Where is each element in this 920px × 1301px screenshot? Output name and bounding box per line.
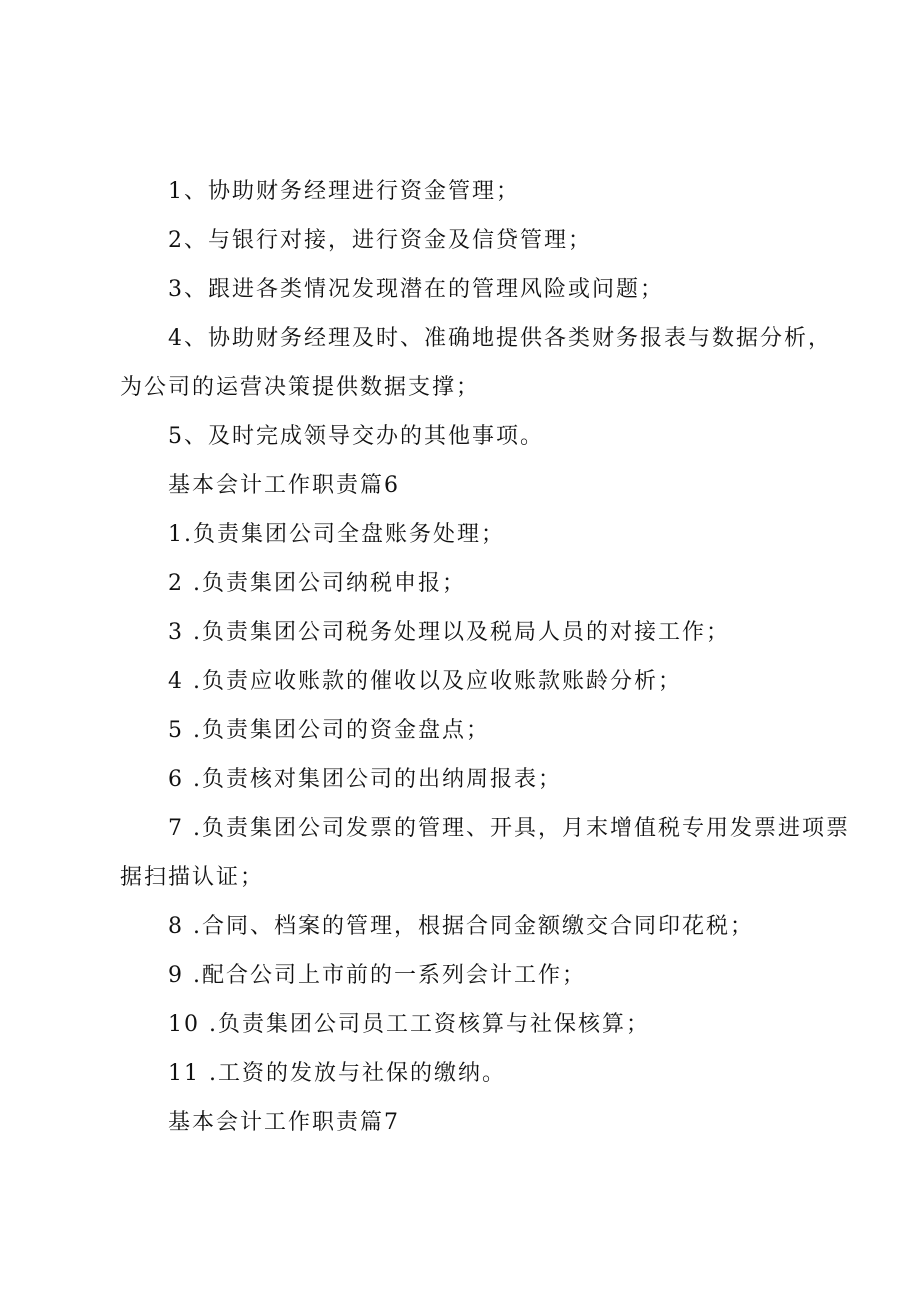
list-item-continuation: 为公司的运营决策提供数据支撑；: [120, 375, 481, 400]
list-item: 5、及时完成领导交办的其他事项。: [168, 424, 544, 449]
list-item: 9 .配合公司上市前的一系列会计工作；: [168, 963, 586, 988]
list-item: 3 .负责集团公司税务处理以及税局人员的对接工作；: [168, 620, 730, 645]
list-item: 6 .负责核对集团公司的出纳周报表；: [168, 767, 562, 792]
list-item: 4、协助财务经理及时、准确地提供各类财务报表与数据分析，: [168, 326, 832, 351]
list-item-continuation: 据扫描认证；: [120, 865, 265, 890]
list-item: 4 .负责应收账款的催收以及应收账款账龄分析；: [168, 669, 682, 694]
list-item: 7 .负责集团公司发票的管理、开具，月末增值税专用发票进项票: [168, 816, 850, 841]
list-item: 1.负责集团公司全盘账务处理；: [168, 522, 505, 547]
list-item: 8 .合同、档案的管理，根据合同金额缴交合同印花税；: [168, 914, 754, 939]
list-item: 5 .负责集团公司的资金盘点；: [168, 718, 490, 743]
list-item: 10 .负责集团公司员工工资核算与社保核算；: [168, 1012, 650, 1037]
list-item: 2 .负责集团公司纳税申报；: [168, 571, 466, 596]
list-item: 2、与银行对接，进行资金及信贷管理；: [168, 228, 592, 253]
list-item: 3、跟进各类情况发现潜在的管理风险或问题；: [168, 277, 664, 302]
list-item: 1、协助财务经理进行资金管理；: [168, 179, 520, 204]
list-item: 11 .工资的发放与社保的缴纳。: [168, 1061, 506, 1086]
section-heading: 基本会计工作职责篇6: [168, 473, 400, 498]
section-heading: 基本会计工作职责篇7: [168, 1110, 400, 1135]
